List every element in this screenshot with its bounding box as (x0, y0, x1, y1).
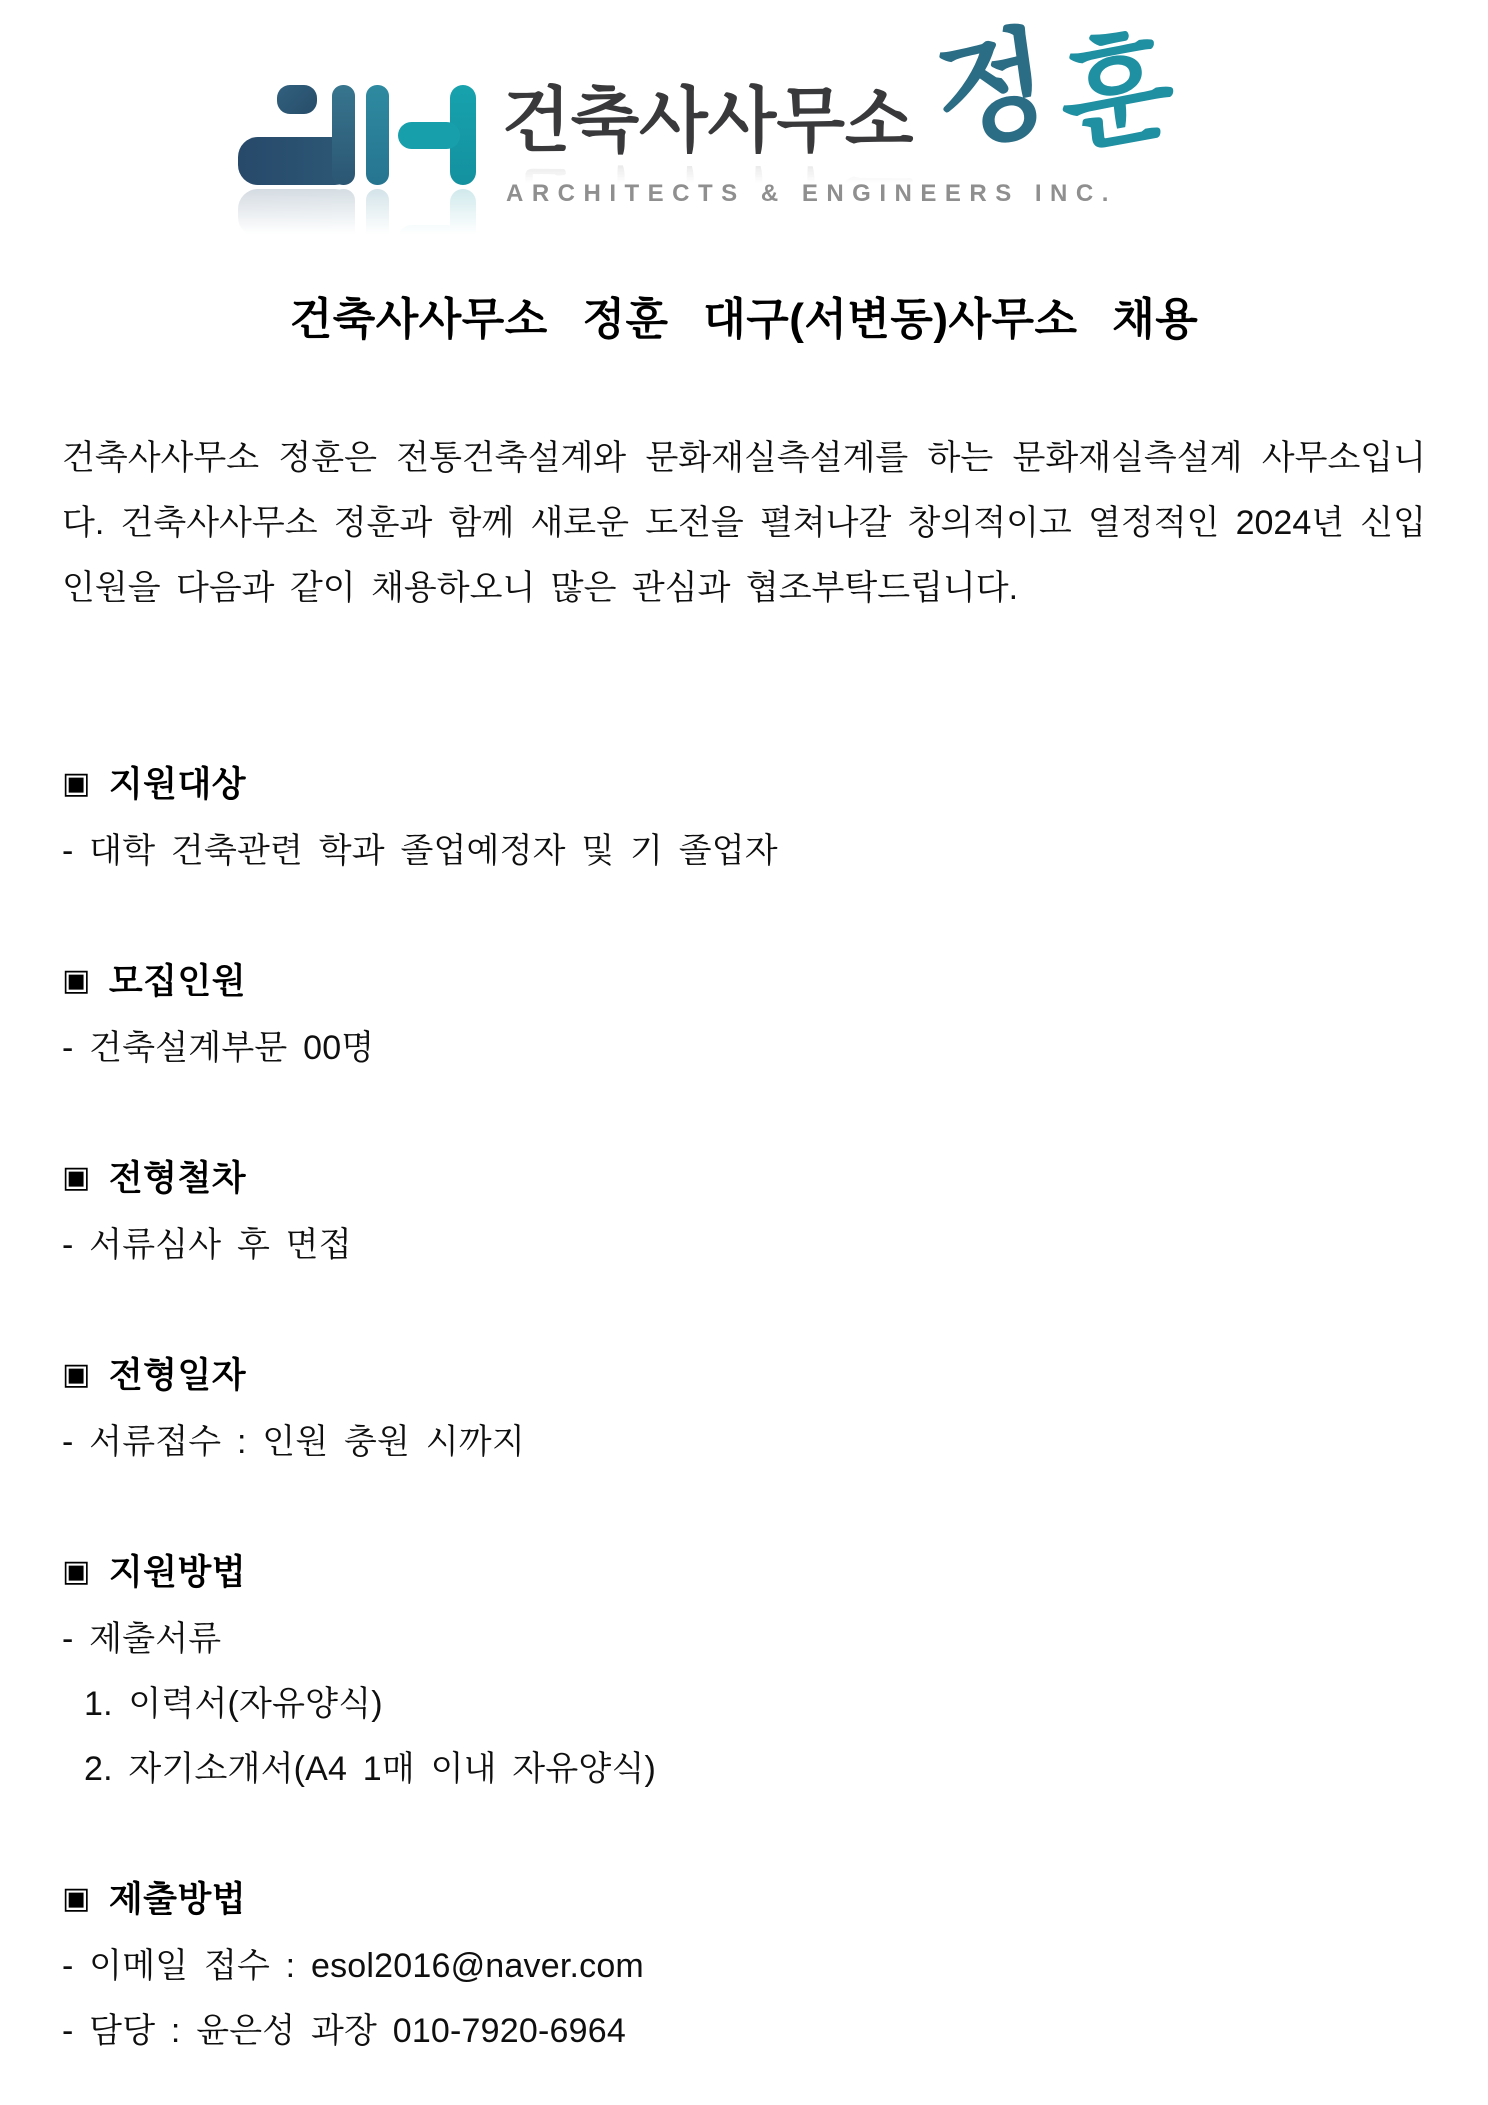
section-submit-method (62, 1867, 1426, 2064)
square-bullet-icon: ▣ (62, 1555, 91, 1588)
section-heading: 제출방법 (108, 1880, 247, 1919)
section-item-numbered: 1. 이력서(자유양식) (84, 1685, 383, 1723)
section-item-email: - 이메일 접수 : esol2016@naver.com (62, 1947, 644, 1985)
section-item: - 대학 건축관련 학과 졸업예정자 및 기 졸업자 (62, 832, 778, 870)
logo-l-vertical-shape (332, 85, 355, 185)
section-heading-row (62, 752, 1426, 819)
section-item: - 제출서류 (62, 1620, 222, 1658)
page-title: 건축사사무소 정훈 대구(서변동)사무소 채용 (289, 295, 1199, 344)
logo-h-stub-shape (398, 122, 460, 149)
section-heading-row (62, 949, 1426, 1016)
intro-paragraph: 건축사사무소 정훈은 전통건축설계와 문화재실측설계를 하는 문화재실측설계 사무소입니다. 건축사사무소 정훈과 함께 새로운 도전을 펼쳐나갈 창의적이고 열정적인 2024년 신입인원을 다음과 같이 채용하오니 많은 관심과 협조부탁드립니다. (62, 439, 1426, 607)
section-heading-row (62, 1146, 1426, 1213)
square-bullet-icon: ▣ (62, 1161, 91, 1194)
square-bullet-icon: ▣ (62, 964, 91, 997)
logo-bar-shape (366, 85, 389, 185)
company-tagline: ARCHITECTS & ENGINEERS INC. (506, 180, 1117, 207)
section-heading: 지원방법 (108, 1553, 247, 1592)
logo-dot-shape (277, 85, 317, 114)
company-name: 건축사사무소 (502, 82, 914, 161)
section-item-numbered: 2. 자기소개서(A4 1매 이내 자유양식) (84, 1750, 657, 1788)
section-item-contact: - 담당 : 윤은성 과장 010-7920-6964 (62, 2012, 626, 2050)
section-heading-row (62, 1343, 1426, 1410)
section-heading-row (62, 1867, 1426, 1934)
square-bullet-icon: ▣ (62, 767, 91, 800)
section-heading-row (62, 1540, 1426, 1607)
section-item: - 건축설계부문 00명 (62, 1029, 375, 1067)
section-heading: 전형철차 (108, 1159, 247, 1198)
section-heading: 지원대상 (108, 765, 247, 804)
section-item: - 서류접수 : 인원 충원 시까지 (62, 1423, 525, 1461)
section-headcount (62, 949, 1426, 1081)
section-target (62, 752, 1426, 884)
section-heading: 모집인원 (108, 962, 247, 1001)
section-item: - 서류심사 후 면접 (62, 1226, 352, 1264)
sections (62, 752, 1426, 2064)
section-heading: 전형일자 (108, 1356, 247, 1395)
brand-calligraphy (927, 13, 1181, 169)
calligraphy-char-jeong: 정 (927, 13, 1058, 169)
square-bullet-icon: ▣ (62, 1358, 91, 1391)
logo-header (0, 0, 1488, 240)
square-bullet-icon: ▣ (62, 1882, 91, 1915)
section-schedule (62, 1343, 1426, 1475)
section-process (62, 1146, 1426, 1278)
calligraphy-char-hun: 훈 (1054, 16, 1181, 169)
section-apply-method (62, 1540, 1426, 1802)
jh-logo-icon (238, 85, 478, 185)
